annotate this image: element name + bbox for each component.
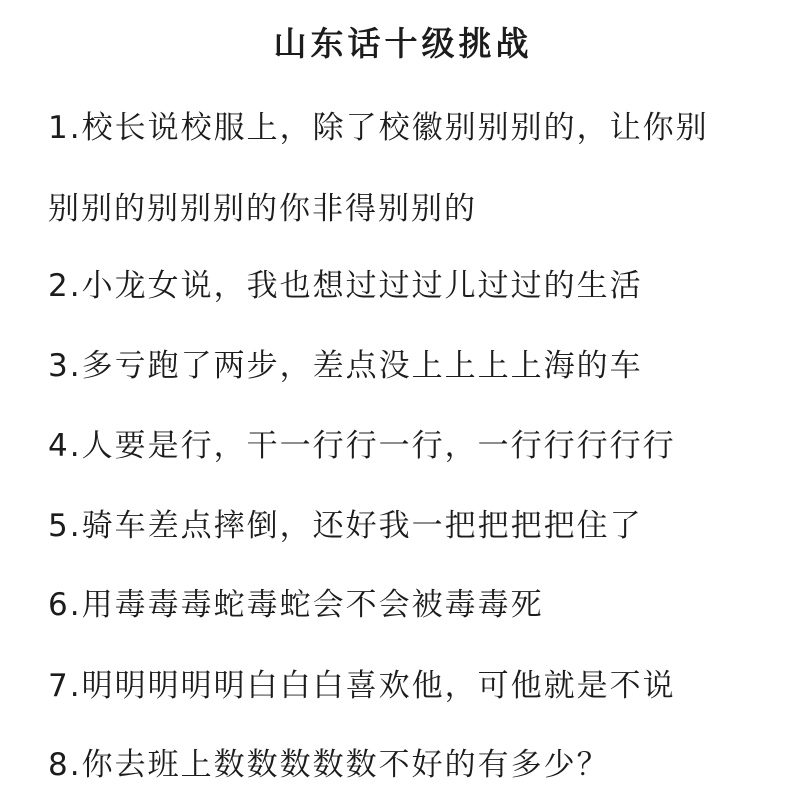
challenge-item-2: 2.小龙女说，我也想过过过儿过过的生活 xyxy=(48,268,643,304)
page-title: 山东话十级挑战 xyxy=(273,24,533,63)
challenge-item-7: 7.明明明明明白白白喜欢他，可他就是不说 xyxy=(48,668,676,704)
challenge-item-8: 8.你去班上数数数数数不好的有多少？ xyxy=(48,747,610,783)
challenge-item-1-line-2: 别别的别别别的你非得别别的 xyxy=(48,191,477,227)
challenge-item-4: 4.人要是行，干一行行一行，一行行行行行 xyxy=(48,428,676,464)
challenge-item-1-line-1: 1.校长说校服上，除了校徽别别别的，让你别 xyxy=(48,110,709,146)
challenge-item-5: 5.骑车差点摔倒，还好我一把把把把住了 xyxy=(48,508,643,544)
challenge-item-6: 6.用毒毒毒蛇毒蛇会不会被毒毒死 xyxy=(48,587,544,623)
challenge-item-3: 3.多亏跑了两步，差点没上上上上海的车 xyxy=(48,348,643,384)
